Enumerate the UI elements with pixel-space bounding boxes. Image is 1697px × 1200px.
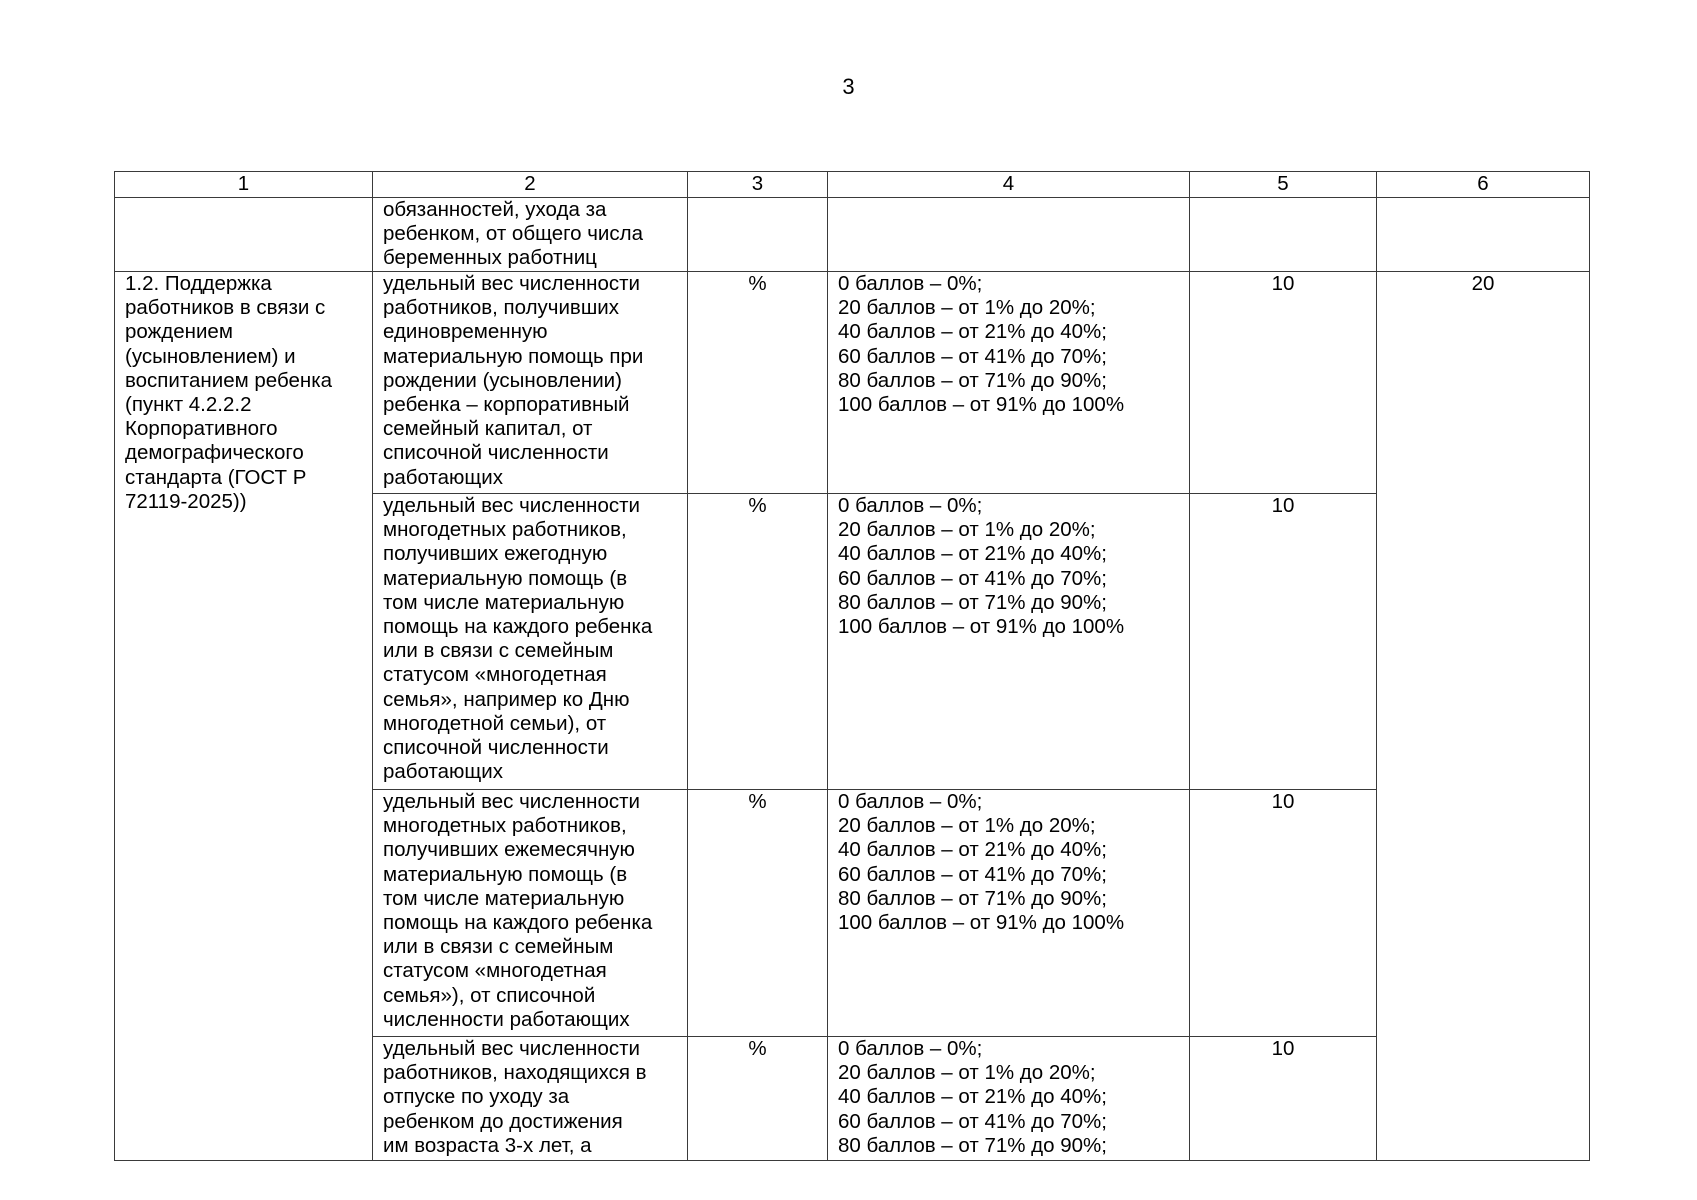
unit-cell: % (688, 272, 828, 494)
text-line: демографического (125, 441, 304, 465)
indicator-text (373, 790, 688, 1037)
text-line: семья»), от списочной (383, 983, 596, 1007)
continuation-col6 (1377, 198, 1590, 272)
text-line: получивших ежегодную (383, 542, 608, 566)
text-line: 40 баллов – от 21% до 40%; (838, 838, 1107, 862)
text-line: 80 баллов – от 71% до 90%; (838, 590, 1107, 614)
max-points-cell: 10 (1190, 494, 1377, 790)
text-line: 20 баллов – от 1% до 20%; (838, 296, 1096, 320)
text-line: 60 баллов – от 41% до 70%; (838, 862, 1107, 886)
indicator-text (373, 1037, 688, 1161)
text-line: численности работающих (383, 1007, 630, 1031)
text-line: 0 баллов – 0%; (838, 1037, 983, 1060)
text-line: семья», например ко Дню (383, 687, 630, 711)
text-line: (усыновлением) и (125, 344, 296, 368)
table-row (115, 272, 1590, 494)
text-line: том числе материальную (383, 886, 625, 910)
text-line: семейный капитал, от (383, 417, 593, 441)
text-line: удельный вес численности (383, 790, 640, 813)
text-line: удельный вес численности (383, 272, 640, 295)
text-line: рождением (125, 320, 233, 344)
text-line: 100 баллов – от 91% до 100% (838, 393, 1125, 417)
text-line: удельный вес численности (383, 1037, 640, 1060)
text-line: удельный вес численности (383, 494, 640, 517)
text-line: 0 баллов – 0%; (838, 272, 983, 295)
scoring-scale (828, 1037, 1190, 1161)
text-line: том числе материальную (383, 590, 625, 614)
unit-cell: % (688, 790, 828, 1037)
text-line: или в связи с семейным (383, 639, 614, 663)
text-line: 20 баллов – от 1% до 20%; (838, 814, 1096, 838)
max-points-cell: 10 (1190, 790, 1377, 1037)
column-number-4: 4 (828, 172, 1190, 198)
text-line: единовременную (383, 320, 548, 344)
column-number-1: 1 (115, 172, 373, 198)
text-line: беременных работниц (383, 246, 597, 270)
text-line: 80 баллов – от 71% до 90%; (838, 368, 1107, 392)
text-line: ребенком до достижения (383, 1109, 623, 1133)
continuation-col4 (828, 198, 1190, 272)
text-line: многодетных работников, (383, 518, 627, 542)
text-line: 20 баллов – от 1% до 20%; (838, 1061, 1096, 1085)
continuation-col3 (688, 198, 828, 272)
text-line: 60 баллов – от 41% до 70%; (838, 344, 1107, 368)
text-line: работников, находящихся в (383, 1061, 647, 1085)
criteria-table (114, 171, 1590, 1161)
text-line: списочной численности (383, 736, 609, 760)
section-title (115, 272, 373, 1161)
text-line: 60 баллов – от 41% до 70%; (838, 566, 1107, 590)
text-line: материальную помощь (в (383, 862, 628, 886)
text-line: многодетной семьи), от (383, 711, 607, 735)
max-points-cell: 10 (1190, 1037, 1377, 1161)
continuation-indicator-text (373, 198, 688, 272)
unit-cell: % (688, 1037, 828, 1161)
max-points-cell: 10 (1190, 272, 1377, 494)
column-number-5: 5 (1190, 172, 1377, 198)
text-line: статусом «многодетная (383, 663, 607, 687)
text-line: 72119-2025)) (125, 489, 247, 513)
text-line: 20 баллов – от 1% до 20%; (838, 518, 1096, 542)
text-line: 0 баллов – 0%; (838, 494, 983, 517)
text-line: 0 баллов – 0%; (838, 790, 983, 813)
text-line: материальную помощь (в (383, 566, 628, 590)
text-line: работников, получивших (383, 296, 619, 320)
text-line: или в связи с семейным (383, 935, 614, 959)
text-line: стандарта (ГОСТ Р (125, 465, 307, 489)
text-line: работающих (383, 465, 503, 489)
continuation-col5 (1190, 198, 1377, 272)
text-line: ребенком, от общего числа (383, 222, 643, 246)
text-line: многодетных работников, (383, 814, 627, 838)
indicator-text (373, 494, 688, 790)
text-line: воспитанием ребенка (125, 368, 333, 392)
text-line: обязанностей, ухода за (383, 198, 607, 221)
text-line: 80 баллов – от 71% до 90%; (838, 1133, 1107, 1157)
scoring-scale (828, 272, 1190, 494)
text-line: списочной численности (383, 441, 609, 465)
text-line: 40 баллов – от 21% до 40%; (838, 1085, 1107, 1109)
text-line: рождении (усыновлении) (383, 368, 622, 392)
text-line: 100 баллов – от 91% до 100% (838, 911, 1125, 935)
scoring-scale (828, 494, 1190, 790)
continuation-col1 (115, 198, 373, 272)
text-line: 100 баллов – от 91% до 100% (838, 615, 1125, 639)
text-line: 40 баллов – от 21% до 40%; (838, 542, 1107, 566)
text-line: отпуске по уходу за (383, 1085, 570, 1109)
text-line: помощь на каждого ребенка (383, 615, 653, 639)
text-line: ребенка – корпоративный (383, 393, 630, 417)
text-line: работников в связи с (125, 296, 326, 320)
table-header-row (115, 172, 1590, 198)
text-line: 60 баллов – от 41% до 70%; (838, 1109, 1107, 1133)
text-line: им возраста 3-х лет, а (383, 1133, 592, 1157)
page-number: 3 (842, 74, 855, 99)
scoring-scale (828, 790, 1190, 1037)
text-line: получивших ежемесячную (383, 838, 635, 862)
text-line: 40 баллов – от 21% до 40%; (838, 320, 1107, 344)
text-line: 80 баллов – от 71% до 90%; (838, 886, 1107, 910)
section-total-cell: 20 (1377, 272, 1590, 1161)
text-line: (пункт 4.2.2.2 (125, 393, 252, 417)
column-number-6: 6 (1377, 172, 1590, 198)
text-line: работающих (383, 760, 503, 784)
continuation-row (115, 198, 1590, 272)
indicator-text (373, 272, 688, 494)
column-number-3: 3 (688, 172, 828, 198)
text-line: помощь на каждого ребенка (383, 911, 653, 935)
text-line: Корпоративного (125, 417, 278, 441)
text-line: 1.2. Поддержка (125, 272, 272, 295)
text-line: статусом «многодетная (383, 959, 607, 983)
text-line: материальную помощь при (383, 344, 644, 368)
column-number-2: 2 (373, 172, 688, 198)
unit-cell: % (688, 494, 828, 790)
